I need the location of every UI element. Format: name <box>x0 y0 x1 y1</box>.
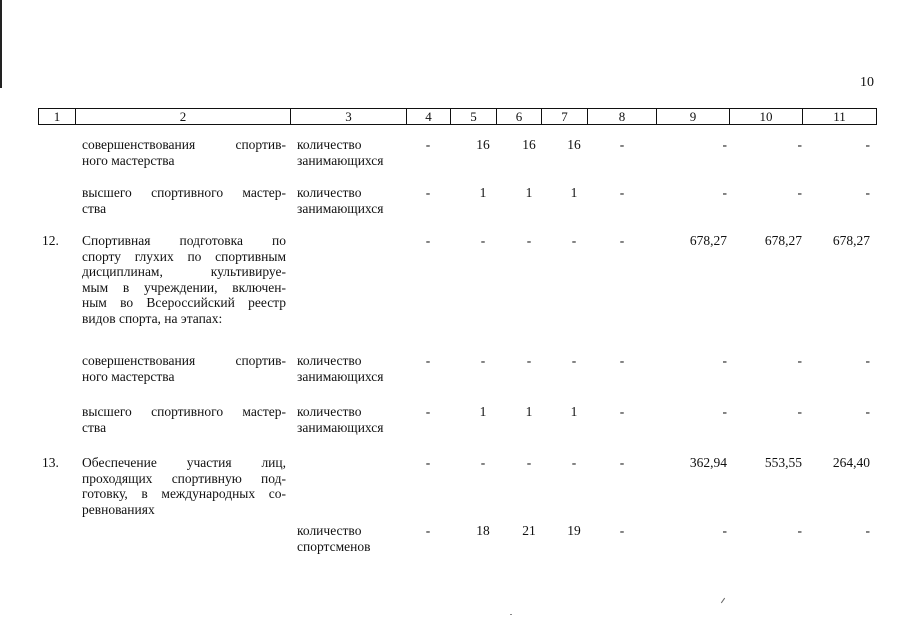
cell-col-11: - <box>865 523 870 538</box>
row-name-line: готовку, в международных со- <box>82 486 286 501</box>
cell-col-6: 16 <box>522 137 536 152</box>
row-unit-line: занимающихся <box>297 419 384 435</box>
scan-speck <box>510 614 512 615</box>
cell-col-4: - <box>425 455 431 470</box>
page-edge-line <box>0 0 2 88</box>
row-unit-line: занимающихся <box>297 200 384 216</box>
row-name-line: высшего спортивного мастер- <box>82 185 286 200</box>
row-name-line: Обеспечение участия лиц, <box>82 455 286 470</box>
cell-col-11: 678,27 <box>832 233 870 248</box>
cell-col-6: 1 <box>525 404 533 419</box>
scan-mark <box>721 598 725 603</box>
row-name <box>82 455 286 517</box>
row-name <box>82 404 286 435</box>
row-unit-line: спортсменов <box>297 538 371 554</box>
cell-col-9: - <box>722 185 727 200</box>
row-unit <box>297 185 407 216</box>
row-name-line: мым в учреждении, включен- <box>82 279 286 295</box>
cell-col-5: 1 <box>479 404 487 419</box>
cell-col-11: 264,40 <box>832 455 870 470</box>
cell-col-8: - <box>619 455 625 470</box>
row-unit-line: занимающихся <box>297 152 384 168</box>
cell-col-10: - <box>797 137 802 152</box>
row-name-line: Спортивная подготовка по <box>82 233 286 248</box>
row-unit-line: количество <box>297 185 362 200</box>
header-col-9: 9 <box>657 109 730 125</box>
cell-col-6: 1 <box>525 185 533 200</box>
cell-col-10: 678,27 <box>764 233 802 248</box>
cell-col-11: - <box>865 185 870 200</box>
cell-col-11: - <box>865 404 870 419</box>
cell-col-6: 21 <box>522 523 536 538</box>
row-name-line: ного мастерства <box>82 152 175 168</box>
cell-col-9: 678,27 <box>689 233 727 248</box>
cell-col-4: - <box>425 233 431 248</box>
row-name-line: спорту глухих по спортивным <box>82 248 286 264</box>
cell-col-9: - <box>722 137 727 152</box>
row-number: 13. <box>42 455 59 470</box>
cell-col-7: - <box>571 353 577 368</box>
cell-col-4: - <box>425 404 431 419</box>
cell-col-5: 18 <box>476 523 490 538</box>
header-col-1: 1 <box>39 109 76 125</box>
header-col-3: 3 <box>291 109 407 125</box>
row-name-line: высшего спортивного мастер- <box>82 404 286 419</box>
row-name-line: совершенствования спортив- <box>82 137 286 152</box>
cell-col-6: - <box>526 455 532 470</box>
row-unit-line: количество <box>297 523 362 538</box>
cell-col-7: 16 <box>567 137 581 152</box>
cell-col-9: - <box>722 523 727 538</box>
row-unit <box>297 523 407 554</box>
cell-col-11: - <box>865 353 870 368</box>
row-unit-line: количество <box>297 404 362 419</box>
cell-col-5: 1 <box>479 185 487 200</box>
cell-col-9: - <box>722 353 727 368</box>
cell-col-7: 19 <box>567 523 581 538</box>
cell-col-8: - <box>619 404 625 419</box>
row-name <box>82 185 286 216</box>
cell-col-8: - <box>619 233 625 248</box>
row-number: 12. <box>42 233 59 248</box>
page-number: 10 <box>860 75 874 90</box>
row-name-line: ного мастерства <box>82 368 175 384</box>
row-unit-line: количество <box>297 353 362 368</box>
cell-col-4: - <box>425 523 431 538</box>
cell-col-9: 362,94 <box>689 455 727 470</box>
cell-col-6: - <box>526 353 532 368</box>
cell-col-7: 1 <box>570 185 578 200</box>
cell-col-7: - <box>571 233 577 248</box>
cell-col-6: - <box>526 233 532 248</box>
cell-col-7: 1 <box>570 404 578 419</box>
cell-col-7: - <box>571 455 577 470</box>
cell-col-10: 553,55 <box>764 455 802 470</box>
row-unit-line: количество <box>297 137 362 152</box>
cell-col-5: - <box>480 455 486 470</box>
header-col-10: 10 <box>730 109 803 125</box>
row-unit <box>297 353 407 384</box>
row-unit <box>297 404 407 435</box>
cell-col-8: - <box>619 523 625 538</box>
cell-col-10: - <box>797 404 802 419</box>
cell-col-8: - <box>619 137 625 152</box>
cell-col-8: - <box>619 353 625 368</box>
cell-col-10: - <box>797 353 802 368</box>
row-name-line: проходящих спортивную под- <box>82 470 286 486</box>
row-name <box>82 353 286 384</box>
row-name-line: ным во Всероссийский реестр <box>82 295 286 310</box>
cell-col-4: - <box>425 137 431 152</box>
row-name-line: совершенствования спортив- <box>82 353 286 368</box>
cell-col-5: - <box>480 233 486 248</box>
column-number-header <box>38 108 877 125</box>
cell-col-10: - <box>797 185 802 200</box>
row-name <box>82 233 286 326</box>
row-name-line: ства <box>82 419 107 435</box>
row-unit-line: занимающихся <box>297 368 384 384</box>
header-col-7: 7 <box>542 109 588 125</box>
cell-col-10: - <box>797 523 802 538</box>
cell-col-5: 16 <box>476 137 490 152</box>
row-name <box>82 137 286 168</box>
cell-col-9: - <box>722 404 727 419</box>
cell-col-5: - <box>480 353 486 368</box>
header-col-6: 6 <box>497 109 542 125</box>
row-name-line: дисциплинам, культивируе- <box>82 264 286 279</box>
row-name-line: ства <box>82 200 107 216</box>
header-col-4: 4 <box>407 109 451 125</box>
cell-col-11: - <box>865 137 870 152</box>
header-col-8: 8 <box>588 109 657 125</box>
row-name-line: видов спорта, на этапах: <box>82 310 223 326</box>
cell-col-4: - <box>425 185 431 200</box>
header-col-2: 2 <box>76 109 291 125</box>
row-unit <box>297 137 407 168</box>
cell-col-8: - <box>619 185 625 200</box>
header-col-11: 11 <box>803 109 877 125</box>
header-col-5: 5 <box>451 109 497 125</box>
cell-col-4: - <box>425 353 431 368</box>
row-name-line: ревнованиях <box>82 501 155 517</box>
